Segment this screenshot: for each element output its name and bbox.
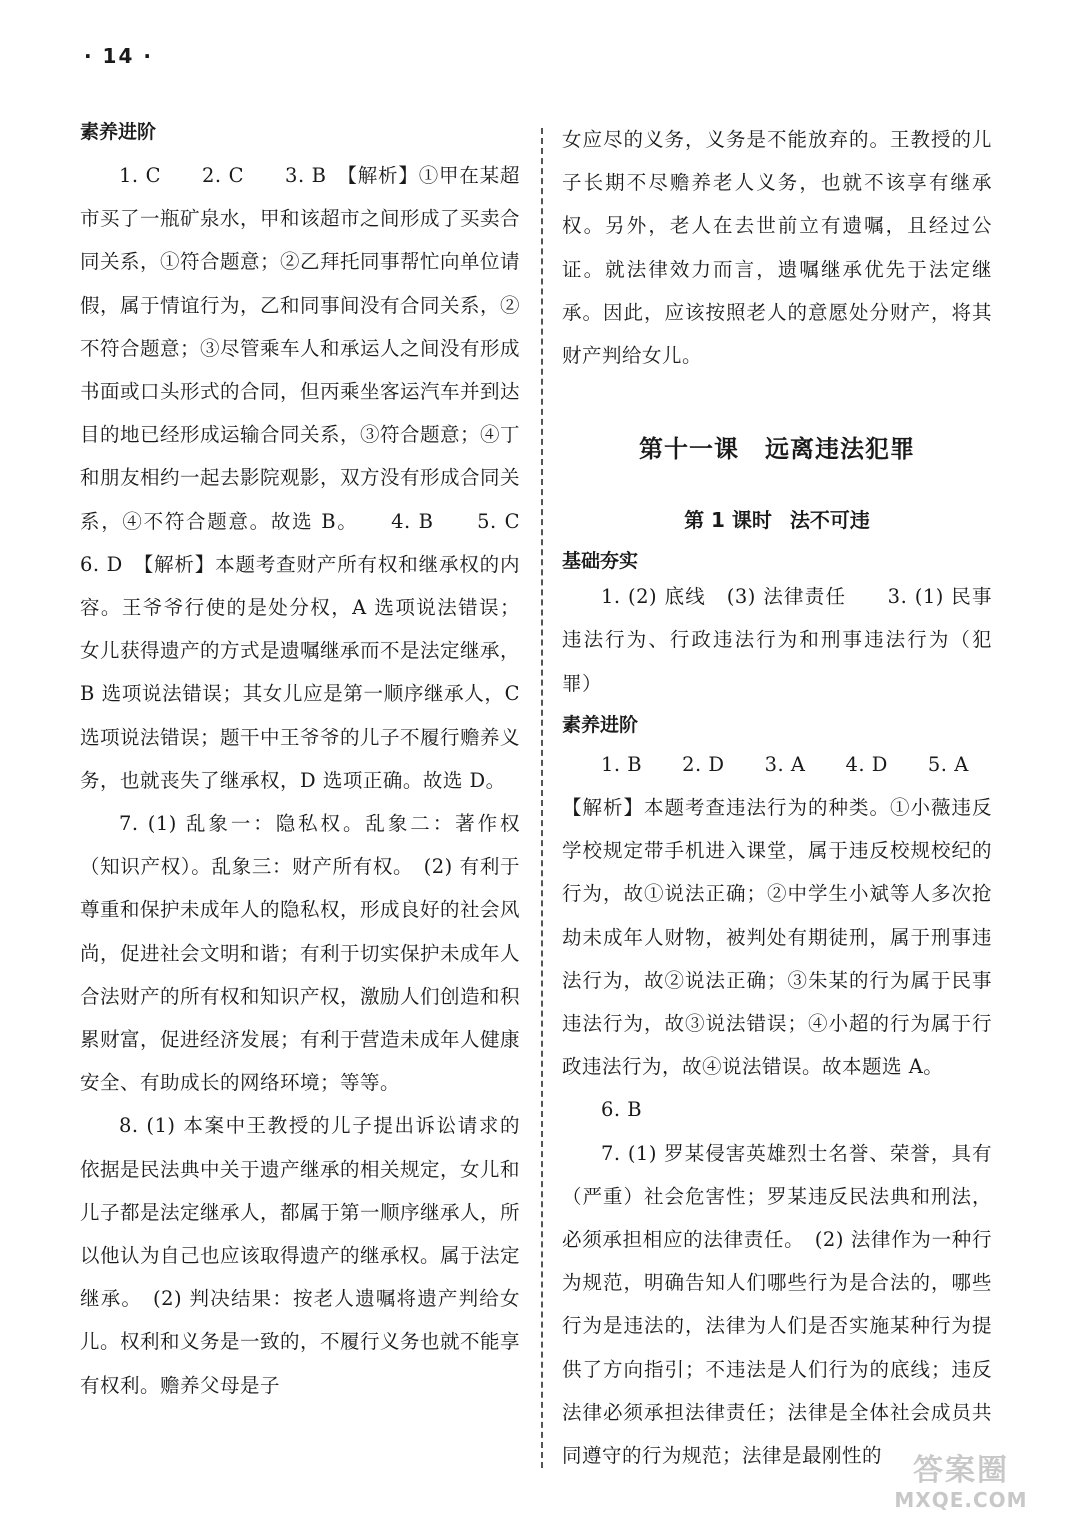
section-heading-advanced: 素养进阶 — [80, 121, 157, 143]
section-heading-advanced-2: 素养进阶 — [562, 713, 639, 736]
period-number: 第 1 课时 — [684, 508, 772, 533]
lesson-name: 远离违法犯罪 — [765, 435, 915, 464]
period-name: 法不可违 — [789, 508, 870, 533]
advanced-answers: 1. B 2. D 3. A 4. D 5. A — [601, 752, 969, 776]
answer-paragraph-8: 8. (1) 本案中王教授的儿子提出诉讼请求的依据是民法典中关于遗产继承的相关规定，女儿和儿子都是法定继承人，都属于第一顺序继承人，所以他认为自己也应该取得遗产的继承权。属于法定继承。 (2) 判决结果：按老人遗嘱将遗产判给女儿。权利和义务是一致的，不履行义务也就不能享有权利。赡养父母是子 — [80, 1114, 521, 1397]
lesson-title — [562, 429, 992, 464]
answer-paragraph-1-6: 1. C 2. C 3. B 【解析】①甲在某超市买了一瓶矿泉水，甲和该超市之间形成了买卖合同关系，①符合题意；②乙拜托同事帮忙向单位请假，属于情谊行为，乙和同事间没有合同关系，②不符合题意；③尽管乘车人和承运人之间没有形成书面或口头形式的合同，但丙乘坐客运汽车并到达目的地已经形成运输合同关系，③符合题意；④丁和朋友相约一起去影院观影，双方没有形成合同关系，④不符合题意。故选 B。 4. B 5. C 6. D 【解析】本题考查财产所有权和继承权的内容。王爷爷行使的是处分权，A 选项说法错误；女儿获得遗产的方式是遗嘱继承而不是法定继承，B 选项说法错误；其女儿应是第一顺序继承人，C 选项说法错误；题干中王爷爷的儿子不履行赡养义务，也就丧失了继承权，D 选项正确。故选 D。 — [80, 164, 561, 792]
section-heading-basic: 基础夯实 — [562, 550, 639, 573]
right-column — [562, 118, 992, 1477]
left-column — [80, 118, 561, 1407]
continuation-paragraph: 女应尽的义务，义务是不能放弃的。王教授的儿子长期不尽赡养老人义务，也就不该享有继承权。另外，老人在去世前立有遗嘱，且经过公证。就法律效力而言，遗嘱继承优先于法定继承。因此，应该按照老人的意愿处分财产，将其财产判给女儿。 — [562, 128, 992, 368]
page-number: · 14 · — [84, 44, 153, 68]
answer-6: 6. B — [601, 1098, 643, 1122]
basic-answers: 1. (2) 底线 (3) 法律责任 3. (1) 民事违法行为、行政违法行为和刑事违法行为（犯罪） — [562, 585, 992, 695]
advanced-analysis: 【解析】本题考查违法行为的种类。①小薇违反学校规定带手机进入课堂，属于违反校规校纪的行为，故①说法正确；②中学生小斌等人多次抢劫未成年人财物，被判处有期徒刑，属于刑事违法行为，故②说法正确；③朱某的行为属于民事违法行为，故③说法错误；④小超的行为属于行政违法行为，故④说法错误。故本题选 A。 — [562, 796, 992, 1079]
column-divider — [541, 128, 543, 1468]
watermark-bottom: MXQE.COM — [894, 1488, 1028, 1512]
watermark-logo — [886, 1454, 1036, 1518]
lesson-number: 第十一课 — [639, 435, 739, 464]
answer-paragraph-7: 7. (1) 乱象一：隐私权。乱象二：著作权（知识产权）。乱象三：财产所有权。 (2) 有利于尊重和保护未成年人的隐私权，形成良好的社会风尚，促进社会文明和谐；有利于切实保护未成年人合法财产的所有权和知识产权，激励人们创造和积累财富，促进经济发展；有利于营造未成年人健康安全、有助成长的网络环境；等等。 — [80, 812, 521, 1095]
period-title — [562, 504, 992, 533]
watermark-top: 答案圈 — [913, 1453, 1009, 1488]
answer-7: 7. (1) 罗某侵害英雄烈士名誉、荣誉，具有（严重）社会危害性；罗某违反民法典和刑法，必须承担相应的法律责任。 (2) 法律作为一种行为规范，明确告知人们哪些行为是合法的，哪些行为是违法的，法律为人们是否实施某种行为提供了方向指引；不违法是人们行为的底线；违反法律必须承担法律责任；法律是全体社会成员共同遵守的行为规范；法律是最刚性的 — [562, 1141, 992, 1468]
